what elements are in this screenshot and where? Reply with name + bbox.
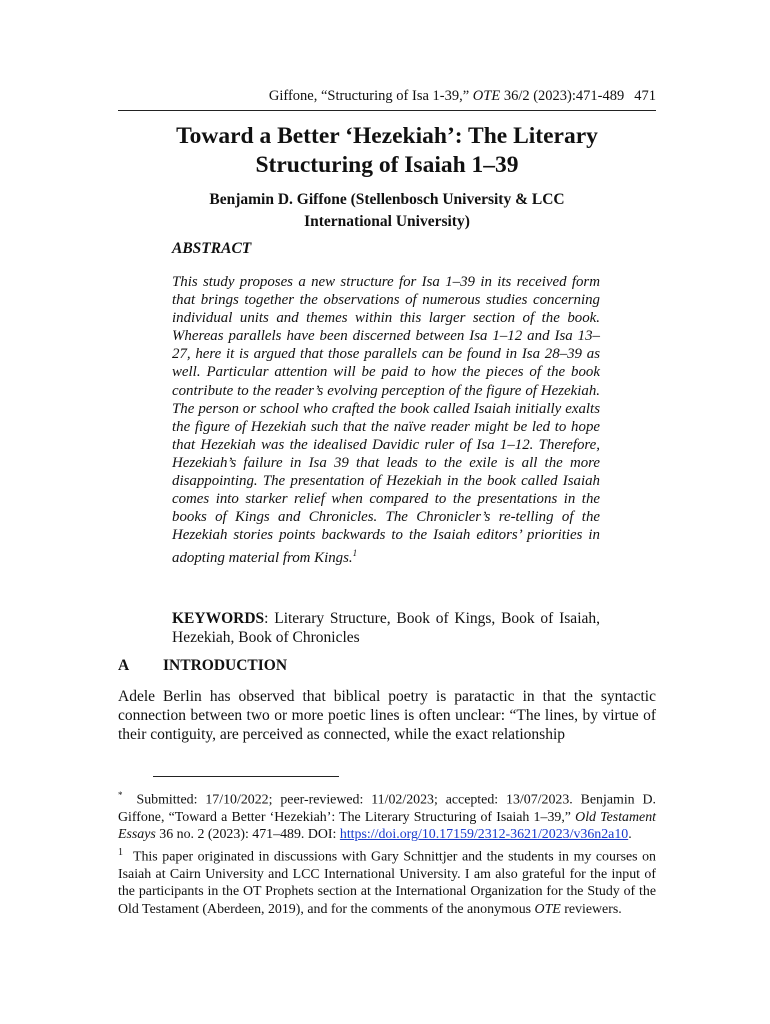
keywords-list: : Literary Structure, Book of Kings, Book of Isaiah, Hezekiah, Book of Chronicles — [172, 610, 600, 646]
header-rule — [118, 110, 656, 111]
footnote-star — [118, 787, 656, 844]
author-line-2: International University) — [304, 213, 470, 230]
body-paragraph: Adele Berlin has observed that biblical poetry is paratactic in that the syntactic connection between two or more poetic lines is often unclear: “The lines, by virtue of their contiguity, are perceived as connected, while the exact relationship — [118, 688, 656, 743]
title-line-1: Toward a Better ‘Hezekiah’: The Literary — [176, 123, 598, 149]
section-title: INTRODUCTION — [163, 657, 288, 674]
footnote-star-citation: 36 no. 2 (2023): 471–489. DOI: — [155, 827, 340, 843]
abstract-body: This study proposes a new structure for Isa 1–39 in its received form that brings together the observations of numerous studies concerning individual units and themes within this larger section of the book. Whereas parallels have been discerned between Isa 1–12 and Isa 13–27, here it is argued that those parallels can be found in Isa 28–39 as well. Particular attention will be paid to how the pieces of the book contribute to the reader’s evolving perception of the figure of Hezekiah. The person or school who crafted the book called Isaiah initially exalts the figure of Hezekiah such that the naïve reader might be led to hope that Hezekiah was the idealised Davidic ruler of Isa 1–12. Therefore, Hezekiah’s failure in Isa 39 that leads to the exile is all the more disappointing. The presentation of Hezekiah in the book called Isaiah comes into starker relief when compared to the presentations in the books of Kings and Chronicles. The Chronicler’s re-telling of the Hezekiah stories points backwards to the Isaiah editors’ priorities in adopting material from Kings. — [172, 274, 600, 567]
page-number: 471 — [634, 88, 656, 104]
footnote-star-text: Submitted: 17/10/2022; peer-reviewed: 11/02/2023; accepted: 13/07/2023. Benjamin D. Giffone, “Toward a Better ‘Hezekiah’: The Literary Structuring of Isaiah 1–39,” — [118, 792, 656, 826]
footnote-1-end: reviewers. — [560, 901, 622, 917]
footnote-1-mark: 1 — [118, 846, 123, 858]
keywords-label: KEYWORDS — [172, 610, 265, 627]
running-head — [118, 88, 656, 105]
footnote-1-journal: OTE — [534, 901, 561, 917]
abstract-text — [172, 273, 600, 567]
footnote-journal-name: Old Testament Essays — [118, 810, 656, 843]
footnote-ref-1[interactable]: 1 — [352, 548, 358, 559]
author-line-1: Benjamin D. Giffone (Stellenbosch University & LCC — [209, 191, 565, 208]
running-head-issue: 36/2 (2023):471-489 — [500, 88, 625, 104]
footnote-star-mark: * — [118, 790, 123, 800]
keywords — [172, 609, 600, 647]
running-head-author: Giffone, “Structuring of Isa 1-39,” — [268, 88, 473, 104]
footnote-1-text: This paper originated in discussions with Gary Schnittjer and the students in my courses on Isaiah at Cairn University and LCC International University. I am also grateful for the input of the participants in the OT Prophets section at the International Organization for the Study of the Old Testament (Aberdeen, 2019), and for the comments of the anonymous — [118, 849, 656, 917]
footnote-1 — [118, 844, 656, 918]
author-affiliation — [118, 189, 656, 233]
footnote-star-end: . — [628, 827, 632, 843]
section-heading — [118, 657, 656, 675]
doi-link[interactable]: https://doi.org/10.17159/2312-3621/2023/v36n2a10 — [339, 827, 629, 843]
article-title — [118, 122, 656, 180]
footnote-rule — [153, 776, 339, 777]
running-head-journal: OTE — [472, 88, 501, 104]
title-line-2: Structuring of Isaiah 1–39 — [255, 152, 519, 178]
abstract-heading: ABSTRACT — [172, 240, 252, 257]
section-letter: A — [118, 657, 130, 674]
footnotes — [118, 787, 656, 918]
